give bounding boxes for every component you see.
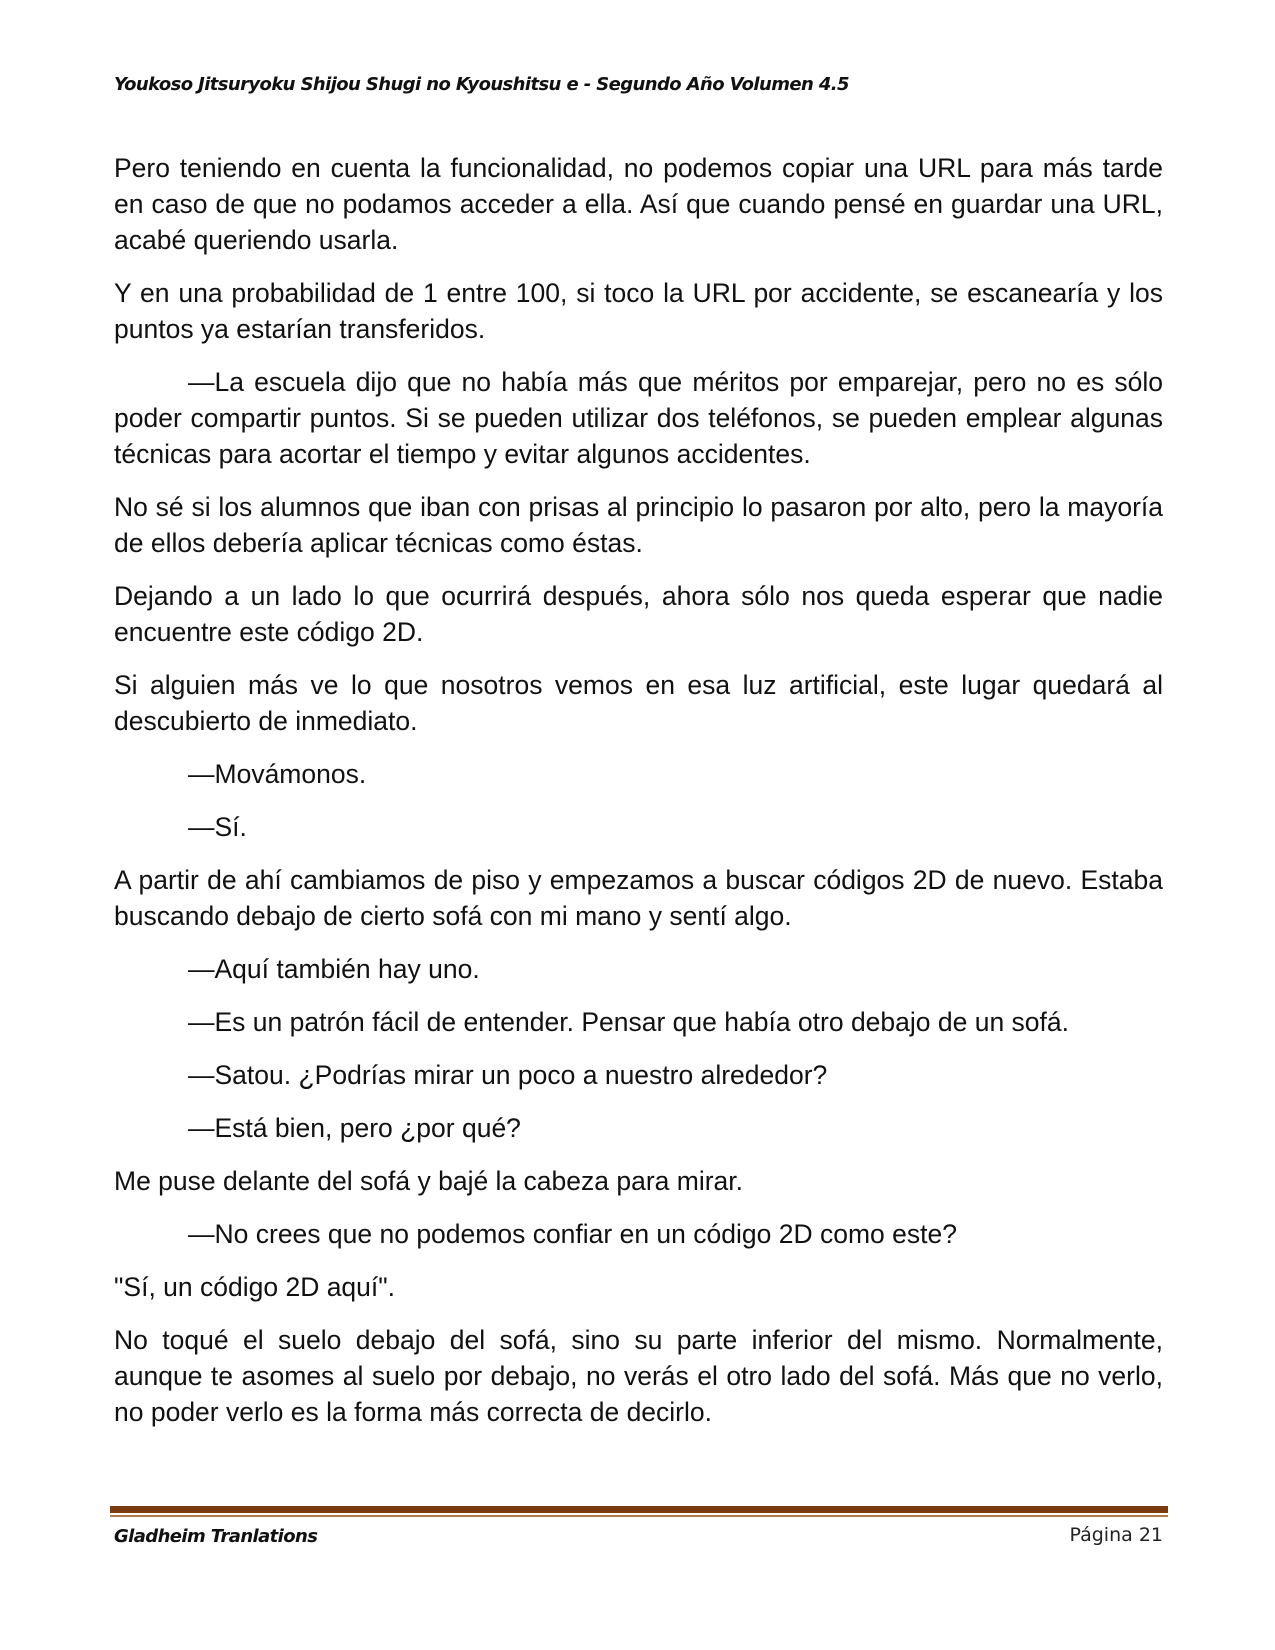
dialog-paragraph: —Aquí también hay uno. xyxy=(188,954,480,984)
footer-publisher: Gladheim Tranlations xyxy=(114,1526,318,1547)
dialog-paragraph: —La escuela dijo que no había más que méritos por emparejar, pero no es sólo poder compartir puntos. Si se pueden utilizar dos teléfonos, se pueden emplear algunas técnicas para acortar el tiempo y evitar algunos accidentes. xyxy=(114,367,1163,469)
dialog-paragraph: —Sí. xyxy=(188,812,247,842)
paragraph: Dejando a un lado lo que ocurrirá después, ahora sólo nos queda esperar que nadie encuentre este código 2D. xyxy=(114,581,1163,647)
paragraph: "Sí, un código 2D aquí". xyxy=(114,1272,396,1302)
body-text xyxy=(114,150,1163,1447)
paragraph: Y en una probabilidad de 1 entre 100, si toco la URL por accidente, se escanearía y los puntos ya estarían transferidos. xyxy=(114,278,1163,344)
paragraph: Si alguien más ve lo que nosotros vemos en esa luz artificial, este lugar quedará al descubierto de inmediato. xyxy=(114,670,1163,736)
dialog-paragraph: —Movámonos. xyxy=(188,759,367,789)
page-number-value: 21 xyxy=(1138,1524,1163,1546)
dialog-paragraph: —Es un patrón fácil de entender. Pensar que había otro debajo de un sofá. xyxy=(188,1007,1070,1037)
footer-rule xyxy=(110,1506,1168,1513)
dialog-paragraph: —Satou. ¿Podrías mirar un poco a nuestro alrededor? xyxy=(188,1060,828,1090)
page-label: Página xyxy=(1069,1524,1133,1546)
footer-rule-thin xyxy=(110,1515,1168,1517)
page-number xyxy=(1069,1524,1163,1546)
dialog-paragraph: —No crees que no podemos confiar en un código 2D como este? xyxy=(188,1219,957,1249)
paragraph: A partir de ahí cambiamos de piso y empezamos a buscar códigos 2D de nuevo. Estaba buscando debajo de cierto sofá con mi mano y sentí algo. xyxy=(114,865,1163,931)
running-header: Youkoso Jitsuryoku Shijou Shugi no Kyoushitsu e - Segundo Año Volumen 4.5 xyxy=(114,74,849,95)
paragraph: Me puse delante del sofá y bajé la cabeza para mirar. xyxy=(114,1166,744,1196)
paragraph: No sé si los alumnos que iban con prisas al principio lo pasaron por alto, pero la mayoría de ellos debería aplicar técnicas como éstas. xyxy=(114,492,1163,558)
paragraph: Pero teniendo en cuenta la funcionalidad, no podemos copiar una URL para más tarde en caso de que no podamos acceder a ella. Así que cuando pensé en guardar una URL, acabé queriendo usarla. xyxy=(114,153,1163,255)
dialog-paragraph: —Está bien, pero ¿por qué? xyxy=(188,1113,521,1143)
paragraph: No toqué el suelo debajo del sofá, sino su parte inferior del mismo. Normalmente, aunque te asomes al suelo por debajo, no verás el otro lado del sofá. Más que no verlo, no poder verlo es la forma más correcta de decirlo. xyxy=(114,1325,1163,1427)
